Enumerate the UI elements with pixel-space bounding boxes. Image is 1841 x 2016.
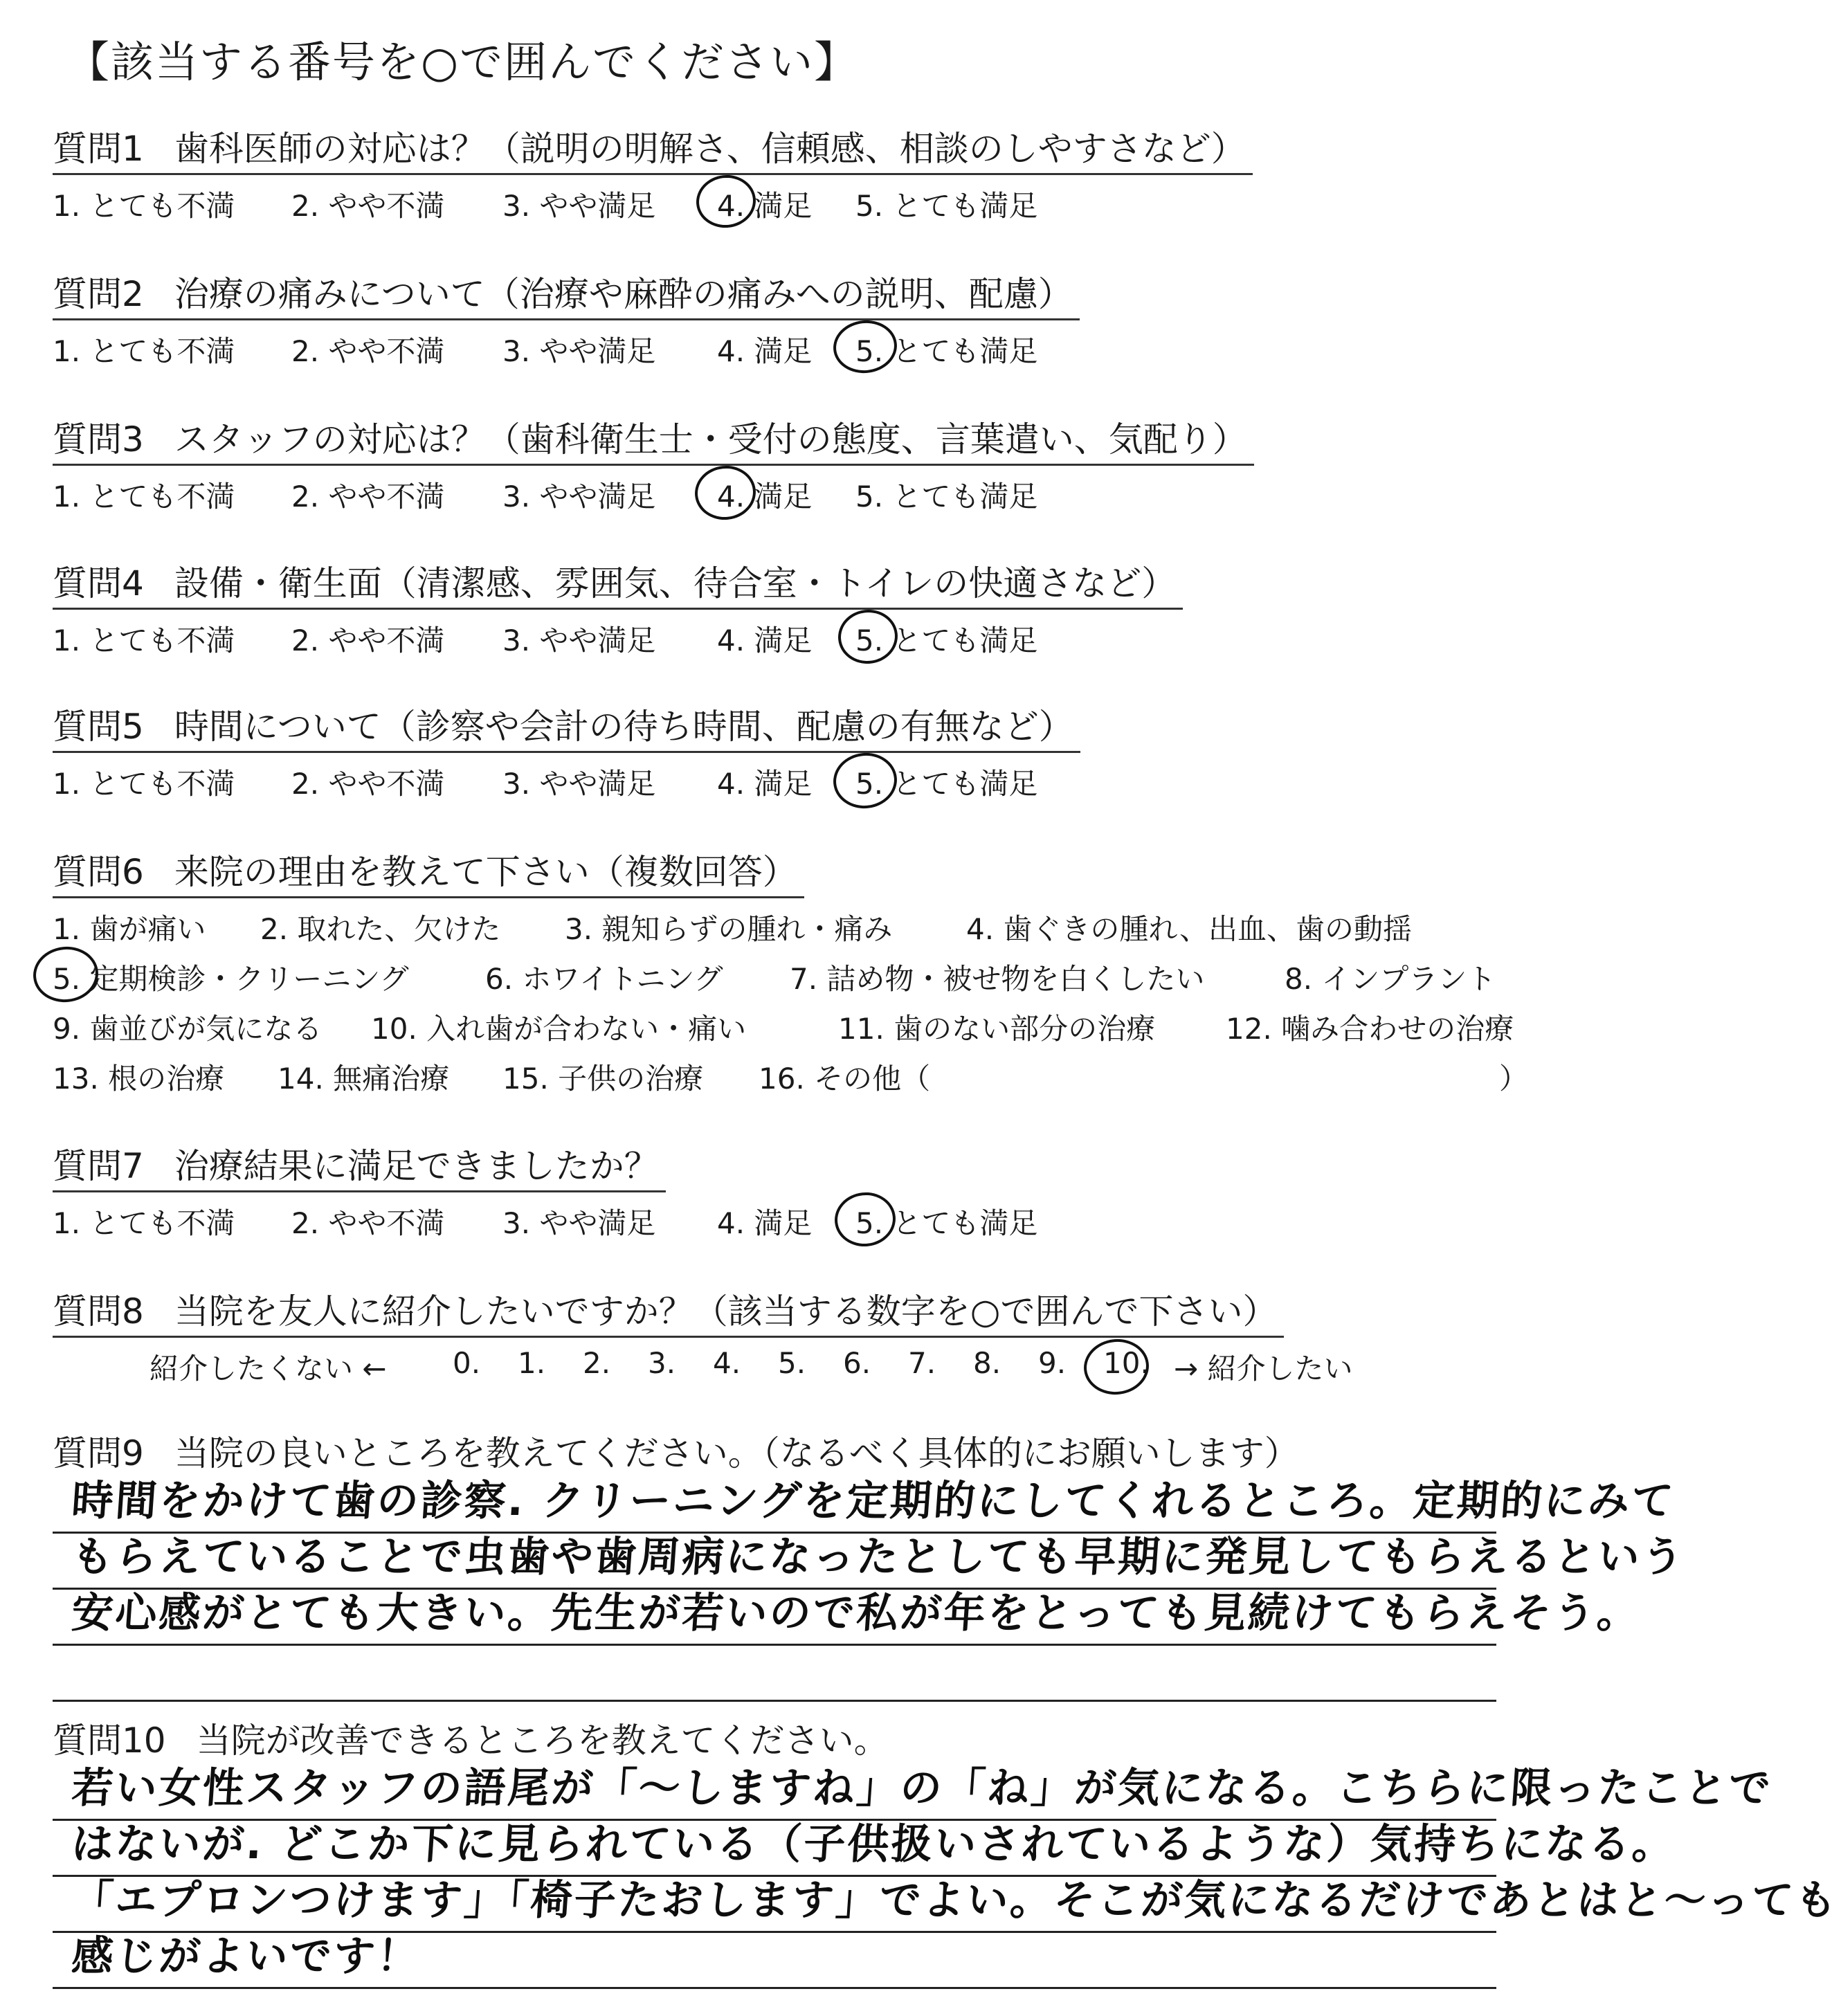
- answer-line: [53, 1933, 1496, 1989]
- option-5[interactable]: 5. とても満足: [855, 624, 1038, 657]
- answer-area[interactable]: [53, 1764, 1841, 1989]
- question-number: 質問7: [53, 1146, 144, 1186]
- question-title: [53, 1142, 666, 1192]
- option-1[interactable]: 1. 歯が痛い: [53, 912, 206, 946]
- option-2[interactable]: 2. やや不満: [291, 767, 445, 801]
- option-1[interactable]: 1. とても不満: [53, 334, 235, 368]
- question-text: 当院の良いところを教えてください。（なるべく具体的にお願いします）: [174, 1433, 1299, 1473]
- question-1: [53, 125, 1548, 225]
- scale-1[interactable]: 1.: [518, 1346, 546, 1380]
- option-8[interactable]: 8. インプラント: [1285, 962, 1496, 996]
- option-1[interactable]: 1. とても不満: [53, 480, 235, 514]
- question-4: [53, 559, 1548, 660]
- option-12[interactable]: 12. 噛み合わせの治療: [1226, 1012, 1514, 1046]
- question-text: 設備・衛生面（清潔感、雰囲気、待合室・トイレの快適さなど）: [174, 563, 1177, 603]
- option-2[interactable]: 2. やや不満: [291, 189, 445, 223]
- option-7[interactable]: 7. 詰め物・被せ物を白くしたい: [790, 962, 1205, 996]
- scale-3[interactable]: 3.: [648, 1346, 676, 1380]
- answer-line: [53, 1646, 1496, 1702]
- scale-left-label: 紹介したくない ←: [149, 1352, 387, 1386]
- scale-9[interactable]: 9.: [1038, 1346, 1067, 1380]
- question-title: [53, 848, 804, 898]
- question-text: 時間について（診察や会計の待ち時間、配慮の有無など）: [174, 707, 1073, 747]
- question-number: 質問6: [53, 852, 144, 892]
- question-number: 質問4: [53, 563, 144, 603]
- option-2[interactable]: 2. やや不満: [291, 1206, 445, 1240]
- option-5[interactable]: 5. 定期検診・クリーニング: [53, 962, 409, 996]
- scale-right-label: → 紹介したい: [1174, 1352, 1353, 1386]
- option-3[interactable]: 3. やや満足: [502, 624, 656, 657]
- option-row: [53, 175, 1548, 225]
- option-14[interactable]: 14. 無痛治療: [278, 1062, 450, 1096]
- option-2[interactable]: 2. やや不満: [291, 480, 445, 514]
- question-text: 治療結果に満足できましたか？: [174, 1146, 659, 1186]
- option-13[interactable]: 13. 根の治療: [53, 1062, 225, 1096]
- question-10: [53, 1716, 1841, 1989]
- question-8: [53, 1287, 1548, 1393]
- option-5[interactable]: 5. とても満足: [855, 767, 1038, 801]
- option-11[interactable]: 11. 歯のない部分の治療: [838, 1012, 1156, 1046]
- option-3[interactable]: 3. やや満足: [502, 334, 656, 368]
- option-1[interactable]: 1. とても不満: [53, 624, 235, 657]
- scale-10[interactable]: 10.: [1103, 1346, 1150, 1380]
- option-3[interactable]: 3. やや満足: [502, 1206, 656, 1240]
- handwritten-text: はないが. どこか下に見られている（子供扱いされているような）気持ちになる。: [70, 1820, 1678, 1869]
- scale-6[interactable]: 6.: [843, 1346, 871, 1380]
- scale-7[interactable]: 7.: [908, 1346, 936, 1380]
- question-title: [53, 415, 1254, 466]
- question-2: [53, 270, 1548, 370]
- question-title: [53, 270, 1080, 320]
- option-row: [53, 610, 1548, 660]
- scale-4[interactable]: 4.: [713, 1346, 741, 1380]
- option-2[interactable]: 2. 取れた、欠けた: [260, 912, 501, 946]
- question-number: 質問9: [53, 1433, 144, 1473]
- question-number: 質問5: [53, 707, 144, 747]
- scale-8[interactable]: 8.: [973, 1346, 1001, 1380]
- option-5[interactable]: 5. とても満足: [855, 1206, 1038, 1240]
- option-3[interactable]: 3. やや満足: [502, 189, 656, 223]
- option-row: [53, 320, 1548, 370]
- option-10[interactable]: 10. 入れ歯が合わない・痛い: [371, 1012, 747, 1046]
- question-5: [53, 702, 1548, 803]
- recommend-scale: [53, 1338, 1548, 1393]
- question-text: 治療の痛みについて（治療や麻酔の痛みへの説明、配慮）: [174, 274, 1073, 314]
- page-title: 【該当する番号を○で囲んでください】: [66, 37, 859, 87]
- question-7: [53, 1142, 1548, 1242]
- question-text: スタッフの対応は？（歯科衛生士・受付の態度、言葉遣い、気配り）: [174, 419, 1247, 460]
- multi-options: [53, 898, 1548, 1098]
- answer-line: [53, 1589, 1642, 1646]
- option-4[interactable]: 4. 満足: [717, 189, 813, 223]
- option-3[interactable]: 3. やや満足: [502, 767, 656, 801]
- option-9[interactable]: 9. 歯並びが気になる: [53, 1012, 323, 1046]
- selection-circle: [1081, 1336, 1152, 1397]
- option-4[interactable]: 4. 満足: [717, 334, 813, 368]
- question-text: 来院の理由を教えて下さい（複数回答）: [174, 852, 797, 892]
- scale-0[interactable]: 0.: [453, 1346, 481, 1380]
- option-5[interactable]: 5. とても満足: [855, 480, 1038, 514]
- question-number: 質問2: [53, 274, 144, 314]
- option-row: [53, 898, 1548, 948]
- question-title: [53, 702, 1080, 753]
- handwritten-text: 安心感がとても大きい。先生が若いので私が年をとっても見続けてもらえそう。: [70, 1589, 1642, 1637]
- question-number: 質問1: [53, 129, 144, 169]
- option-5[interactable]: 5. とても満足: [855, 189, 1038, 223]
- option-row: [53, 466, 1548, 516]
- question-3: [53, 415, 1548, 516]
- question-text: 当院を友人に紹介したいですか？（該当する数字を○で囲んで下さい）: [174, 1291, 1278, 1332]
- option-16[interactable]: 16. その他（: [759, 1062, 931, 1096]
- option-4[interactable]: 4. 歯ぐきの腫れ、出血、歯の動揺: [966, 912, 1412, 946]
- question-number: 質問8: [53, 1291, 144, 1332]
- question-number: 質問3: [53, 419, 144, 460]
- option-4[interactable]: 4. 満足: [717, 767, 813, 801]
- option-1[interactable]: 1. とても不満: [53, 767, 235, 801]
- option-3[interactable]: 3. 親知らずの腫れ・痛み: [565, 912, 893, 946]
- handwritten-text: もらえていることで虫歯や歯周病になったとしても早期に発見してもらえるという: [70, 1533, 1687, 1581]
- handwritten-text: 時間をかけて歯の診察. クリーニングを定期的にしてくれるところ。定期的にみて: [70, 1477, 1677, 1525]
- option-1[interactable]: 1. とても不満: [53, 189, 235, 223]
- scale-5[interactable]: 5.: [778, 1346, 806, 1380]
- option-2[interactable]: 2. やや不満: [291, 334, 445, 368]
- answer-area[interactable]: [53, 1477, 1687, 1702]
- handwritten-text: 感じがよいです！: [70, 1932, 423, 1981]
- question-text: 当院が改善できるところを教えてください。: [196, 1720, 889, 1761]
- question-6: [53, 848, 1548, 1098]
- option-row: [53, 948, 1548, 998]
- option-1[interactable]: 1. とても不満: [53, 1206, 235, 1240]
- question-title: [53, 559, 1183, 610]
- handwritten-text: 「エプロンつけます」「椅子たおします」でよい。そこが気になるだけであとはと～っても: [70, 1876, 1841, 1925]
- option-row: [53, 1192, 1548, 1242]
- question-9: [53, 1429, 1687, 1702]
- option-3[interactable]: 3. やや満足: [502, 480, 656, 514]
- question-title: [53, 1287, 1284, 1338]
- other-close-paren: ）: [1499, 1062, 1529, 1096]
- option-4[interactable]: 4. 満足: [717, 624, 813, 657]
- option-row: [53, 753, 1548, 803]
- question-number: 質問10: [53, 1720, 166, 1761]
- question-text: 歯科医師の対応は？（説明の明解さ、信頼感、相談のしやすさなど）: [174, 129, 1246, 169]
- scale-2[interactable]: 2.: [583, 1346, 611, 1380]
- handwritten-text: 若い女性スタッフの語尾が「～しますね」の「ね」が気になる。こちらに限ったことで: [70, 1764, 1775, 1813]
- option-2[interactable]: 2. やや不満: [291, 624, 445, 657]
- option-4[interactable]: 4. 満足: [717, 1206, 813, 1240]
- option-5[interactable]: 5. とても満足: [855, 334, 1038, 368]
- option-15[interactable]: 15. 子供の治療: [502, 1062, 704, 1096]
- option-row: [53, 998, 1548, 1048]
- option-6[interactable]: 6. ホワイトニング: [485, 962, 723, 996]
- option-4[interactable]: 4. 満足: [717, 480, 813, 514]
- question-title: [53, 125, 1253, 175]
- option-row: [53, 1048, 1548, 1098]
